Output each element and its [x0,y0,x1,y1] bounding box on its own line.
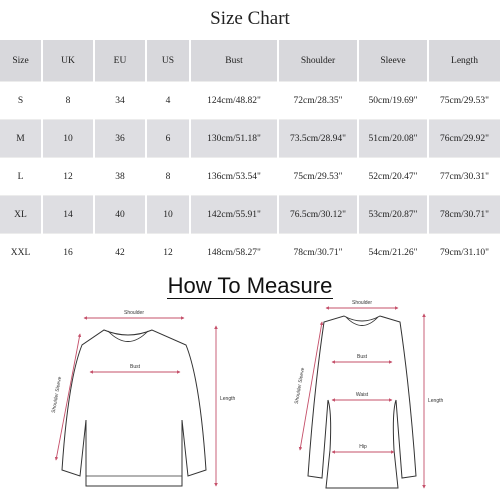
cell-uk: 12 [42,158,94,196]
cell-uk: 16 [42,234,94,272]
header-us: US [146,40,190,82]
sweater-length-label: Length [220,396,236,402]
sweater-length-measure [216,326,236,486]
dress-bust-measure [332,354,392,362]
size-table [0,40,500,271]
sweater-bust-label: Bust [129,364,141,370]
cell-size: XL [0,196,42,234]
cell-sleeve: 54cm/21.26" [358,234,428,272]
cell-eu: 40 [94,196,146,234]
cell-length: 77cm/30.31" [428,158,500,196]
table-row [0,82,500,120]
cell-bust: 142cm/55.91" [190,196,278,234]
cell-eu: 36 [94,120,146,158]
table-row [0,158,500,196]
header-shoulder: Shoulder [278,40,358,82]
header-eu: EU [94,40,146,82]
cell-us: 8 [146,158,190,196]
size-chart-title: Size Chart [210,8,290,29]
cell-shoulder: 72cm/28.35" [278,82,358,120]
cell-length: 78cm/30.71" [428,196,500,234]
table-row [0,196,500,234]
cell-size: XXL [0,234,42,272]
measurement-diagrams [0,300,500,498]
header-size: Size [0,40,42,82]
cell-eu: 34 [94,82,146,120]
cell-length: 75cm/29.53" [428,82,500,120]
cell-shoulder: 73.5cm/28.94" [278,120,358,158]
dress-waist-label: Waist [355,392,369,398]
dress-sleeve-label: Shoulder Sleeve [293,367,307,405]
cell-shoulder: 75cm/29.53" [278,158,358,196]
table-header-row [0,40,500,82]
cell-size: M [0,120,42,158]
cell-length: 79cm/31.10" [428,234,500,272]
cell-sleeve: 51cm/20.08" [358,120,428,158]
header-uk: UK [42,40,94,82]
dress-hip-label: Hip [359,444,367,450]
cell-us: 6 [146,120,190,158]
cell-length: 76cm/29.92" [428,120,500,158]
cell-shoulder: 78cm/30.71" [278,234,358,272]
dress-hip-measure [332,444,394,452]
header-sleeve: Sleeve [358,40,428,82]
dress-waist-measure [332,392,392,400]
sweater-shoulder-measure [84,310,184,318]
cell-uk: 8 [42,82,94,120]
dress-length-measure [424,314,444,488]
dress-shoulder-label: Shoulder [351,300,373,306]
header-length: Length [428,40,500,82]
sweater-bust-measure [90,364,180,372]
cell-us: 12 [146,234,190,272]
cell-uk: 10 [42,120,94,158]
cell-us: 4 [146,82,190,120]
cell-bust: 136cm/53.54" [190,158,278,196]
cell-uk: 14 [42,196,94,234]
cell-size: S [0,82,42,120]
sweater-sleeve-label: Shoulder Sleeve [50,376,64,414]
sweater-sleeve-measure [51,334,80,460]
cell-bust: 130cm/51.18" [190,120,278,158]
cell-eu: 38 [94,158,146,196]
cell-us: 10 [146,196,190,234]
cell-sleeve: 52cm/20.47" [358,158,428,196]
sweater-illustration [62,330,206,486]
how-to-measure-heading: How To Measure [167,273,333,298]
dress-shoulder-measure [326,300,398,308]
dress-illustration [308,316,416,488]
cell-eu: 42 [94,234,146,272]
dress-length-label: Length [428,398,444,404]
header-bust: Bust [190,40,278,82]
sweater-shoulder-label: Shoulder [123,310,145,316]
cell-sleeve: 53cm/20.87" [358,196,428,234]
cell-bust: 124cm/48.82" [190,82,278,120]
cell-sleeve: 50cm/19.69" [358,82,428,120]
dress-bust-label: Bust [356,354,368,360]
table-row [0,120,500,158]
cell-shoulder: 76.5cm/30.12" [278,196,358,234]
table-row [0,234,500,272]
cell-size: L [0,158,42,196]
dress-sleeve-measure [294,322,322,450]
cell-bust: 148cm/58.27" [190,234,278,272]
